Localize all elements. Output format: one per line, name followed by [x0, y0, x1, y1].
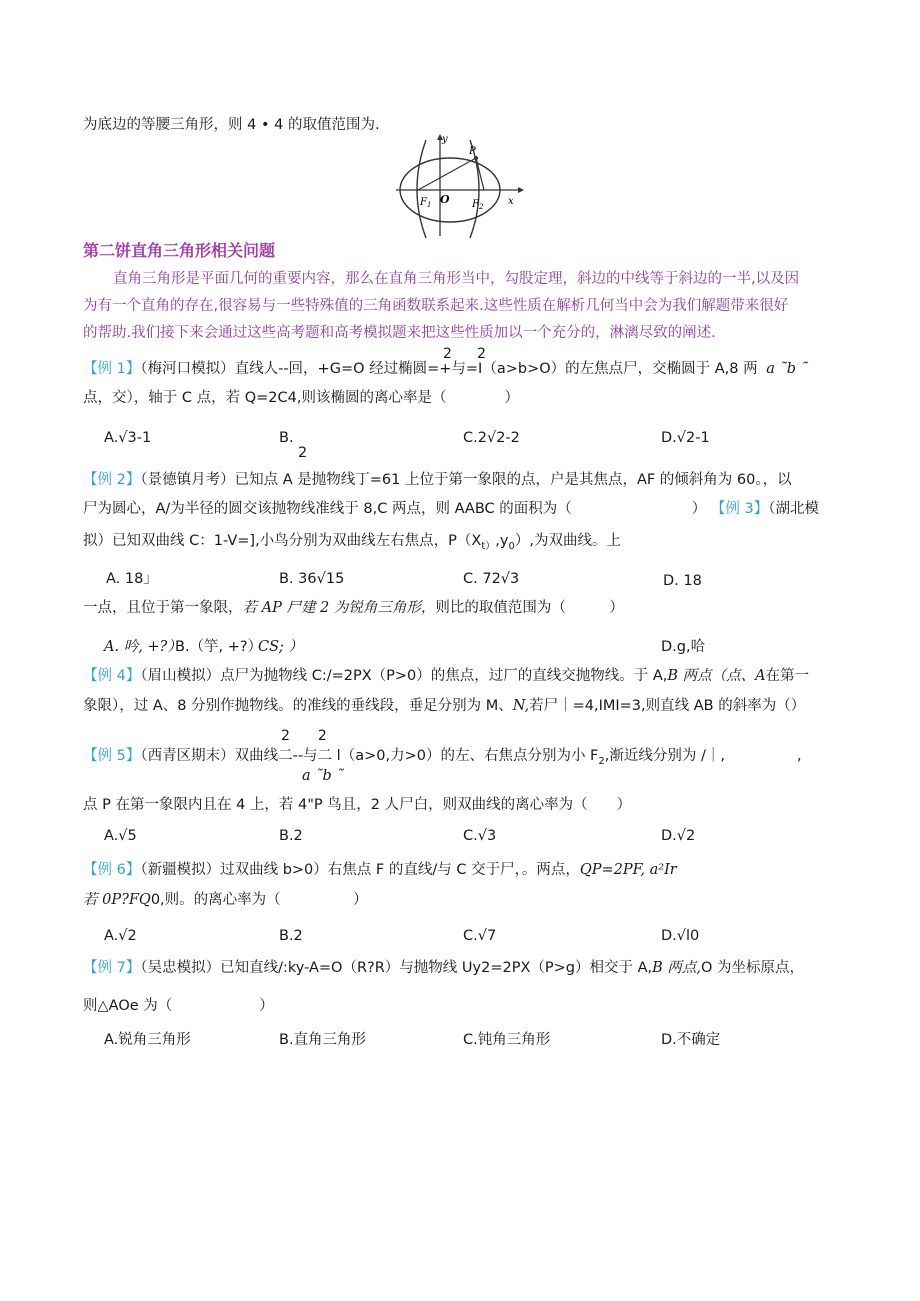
ex3-option-a: A. 吟, +?） — [104, 639, 182, 655]
ex2-line-1 — [83, 470, 792, 490]
ex6-line-2 — [83, 890, 368, 910]
ex7-tag: 【例 7】 — [83, 960, 141, 976]
ex7-option-c: C.钝角三角形 — [463, 1032, 551, 1048]
label-p: P — [469, 146, 476, 157]
ex2-text-2a: 尸为圆心，A/为半径的圆交该抛物线准线于 8,C 两点，则 AABC 的面积为（ — [83, 501, 572, 517]
label-x: x — [508, 196, 514, 207]
ex1-sup-1: 2 — [443, 346, 452, 362]
ex4-text-1b: 在第一 — [765, 668, 810, 684]
hyperbola-left-branch — [417, 140, 426, 238]
ex6-option-b: B.2 — [279, 928, 303, 944]
ex6-text-1: （新疆模拟）过双曲线 b>0）右焦点 F 的直线/与 C 交于尸，。两点， — [140, 862, 580, 878]
ex7-text-1b: O 为坐标原点， — [701, 960, 805, 976]
ex3-line-2 — [83, 531, 621, 557]
ex6-option-c: C.√7 — [463, 928, 497, 944]
ex4-line-2 — [83, 696, 805, 716]
ex2-text-2b: ） — [691, 501, 707, 517]
ex1-sup-2: 2 — [477, 346, 486, 362]
ex4-text-2b: 若尸｜=4,IMI=3,则直线 AB 的斜率为（） — [529, 698, 806, 714]
ex7-line-1 — [83, 958, 804, 978]
ex5-option-a: A.√5 — [104, 828, 137, 844]
label-o: O — [440, 193, 450, 206]
ex6-tag: 【例 6】 — [83, 862, 141, 878]
ex3-text-2: 拟）已知双曲线 C：1-V=],小鸟分别为双曲线左右焦点，P（X — [83, 533, 482, 549]
ex5-text-1: （西青区期末）双曲线二--与二 l（a>0,力>0）的左、右焦点分别为小 F — [140, 748, 599, 764]
ex5-tag: 【例 5】 — [83, 748, 141, 764]
ex3-tag-tail: （湖北模 — [768, 501, 819, 517]
ex7-option-a: A.锐角三角形 — [104, 1032, 191, 1048]
ex6-text-2: 0,则。的离心率为（ ） — [150, 892, 368, 908]
segment-f1-p — [418, 158, 476, 190]
ex6-line-1 — [83, 860, 677, 880]
ex4-line-1 — [83, 666, 809, 686]
ex5-option-b: B.2 — [279, 828, 303, 844]
segment-p-f2 — [476, 158, 484, 190]
ex4-text-2-ital: N, — [512, 698, 530, 714]
x-axis-arrow — [518, 187, 524, 193]
ex7-text-1-ital: B 两点, — [652, 960, 702, 976]
ex7-option-d: D.不确定 — [661, 1032, 721, 1048]
ex1-tag: 【例 1】 — [83, 361, 141, 377]
ex2-text-1: （景德镇月考）已知点 A 是抛物线丁=61 上位于第一象限的点，户是其焦点，AF 的倾斜角为 60。，以 — [140, 472, 792, 488]
ex2-option-b: B. 36√15 — [279, 571, 345, 587]
label-f1: $F_1$ — [420, 197, 432, 209]
ex3-option-c: CS; ） — [258, 639, 304, 655]
ex1-frac: a ˜b ˜ — [766, 361, 808, 377]
ex7-line-2: 则△AOe 为（ ） — [83, 998, 274, 1014]
ellipse-figure — [396, 132, 526, 240]
ex3-sub-0: 0 — [508, 540, 515, 552]
ex3-text-2-end: ,y — [495, 533, 509, 549]
ex5-sub-2: 2 — [598, 755, 605, 767]
ex6-option-d: D.√l0 — [661, 928, 700, 944]
ex3-option-d: D.g,哈 — [661, 639, 706, 655]
ex4-text-1-ital: B 两点（点、A — [667, 668, 766, 684]
label-f2: $F_2$ — [472, 199, 484, 211]
ex3-text-3-ital: 若 AP 尸建 2 为锐角三角形， — [242, 600, 436, 616]
ex1-line-1 — [83, 359, 808, 379]
section-para-line-2: 为有一个直角的存在,很容易与一些特殊值的三角函数联系起来.这些性质在解析几何当中会为我们解题带来很好 — [83, 298, 789, 314]
ex2-line-2 — [83, 499, 819, 519]
ex1-option-a: A.√3-1 — [104, 430, 152, 446]
ex2-tag: 【例 2】 — [83, 472, 141, 488]
intro-line: 为底边的等腰三角形，则 4 • 4 的取值范围为. — [83, 117, 380, 133]
ex4-tag: 【例 4】 — [83, 668, 141, 684]
ex3-text-3a: 一点，且位于第一象限， — [83, 600, 243, 616]
ex6-text-1-ital: QP=2PF, a²Ir — [579, 862, 677, 878]
ex6-text-2-ital: 若 0P?FQ — [83, 892, 151, 908]
ex1-option-b: B. — [279, 430, 294, 446]
ex7-text-1a: （吴忠模拟）已知直线/:ky-A=O（R?R）与抛物线 Uy2=2PX（P>g）相交于 A, — [140, 960, 653, 976]
ex3-tag: 【例 3】 — [710, 501, 769, 517]
section-para-line-3: 的帮助.我们接下来会通过这些高考题和高考模拟题来把这些性质加以一个充分的，淋漓尽致的阐述. — [83, 325, 716, 341]
ex1-option-d: D.√2-1 — [661, 430, 710, 446]
ex5-text-1c: , — [796, 748, 802, 764]
ex1-option-b-sub: 2 — [298, 445, 308, 461]
ex1-line-2: 点，交），轴于 C 点，若 Q=2C4,则该椭圆的离心率是（ ） — [83, 390, 519, 406]
ex4-text-1a: （眉山模拟）点尸为抛物线 C:/=2PX（P>0）的焦点，过厂的直线交抛物线。于 A, — [140, 668, 668, 684]
ex6-option-a: A.√2 — [104, 928, 137, 944]
ex3-option-b: B.（竽, +?） — [175, 639, 263, 655]
ex3-text-2-tail: ）,为双曲线。上 — [514, 533, 621, 549]
ex5-sup: 2 2 — [281, 728, 327, 744]
section-para-line-1: 直角三角形是平面几何的重要内容，那么在直角三角形当中，勾股定理，斜边的中线等于斜边的一半,以及因 — [113, 271, 800, 287]
ex2-option-a: A. 18」 — [106, 571, 158, 587]
ex4-text-2: 象限），过 A、8 分别作抛物线。的准线的垂线段，垂足分别为 M、 — [83, 698, 513, 714]
ex5-line-1 — [83, 746, 802, 772]
ex5-text-1b: ,渐近线分别为 /｜, — [604, 748, 725, 764]
label-y: y — [442, 134, 448, 145]
ex3-sub-t: t） — [481, 540, 496, 552]
ex1-text-1: （梅河口模拟）直线人--回，+G=O 经过椭圆=+与=I（a>b>O）的左焦点尸，交椭圆于 A,8 两 — [140, 361, 758, 377]
ex2-option-c: C. 72√3 — [463, 571, 520, 587]
ex5-option-d: D.√2 — [661, 828, 696, 844]
ex3-line-3 — [83, 598, 624, 618]
ex1-option-c: C.2√2-2 — [463, 430, 520, 446]
ex3-text-3b: 则比的取值范围为（ ） — [435, 600, 624, 616]
ex5-frac: a ˜b ˜ — [302, 768, 344, 784]
ex5-line-2: 点 P 在第一象限内且在 4 上，若 4"P 鸟且，2 人尸白，则双曲线的离心率为（ ） — [83, 797, 632, 813]
ex5-option-c: C.√3 — [463, 828, 497, 844]
ex7-option-b: B.直角三角形 — [279, 1032, 367, 1048]
ex2-option-d: D. 18 — [663, 573, 702, 589]
section-heading: 第二饼直角三角形相关问题 — [83, 241, 276, 260]
